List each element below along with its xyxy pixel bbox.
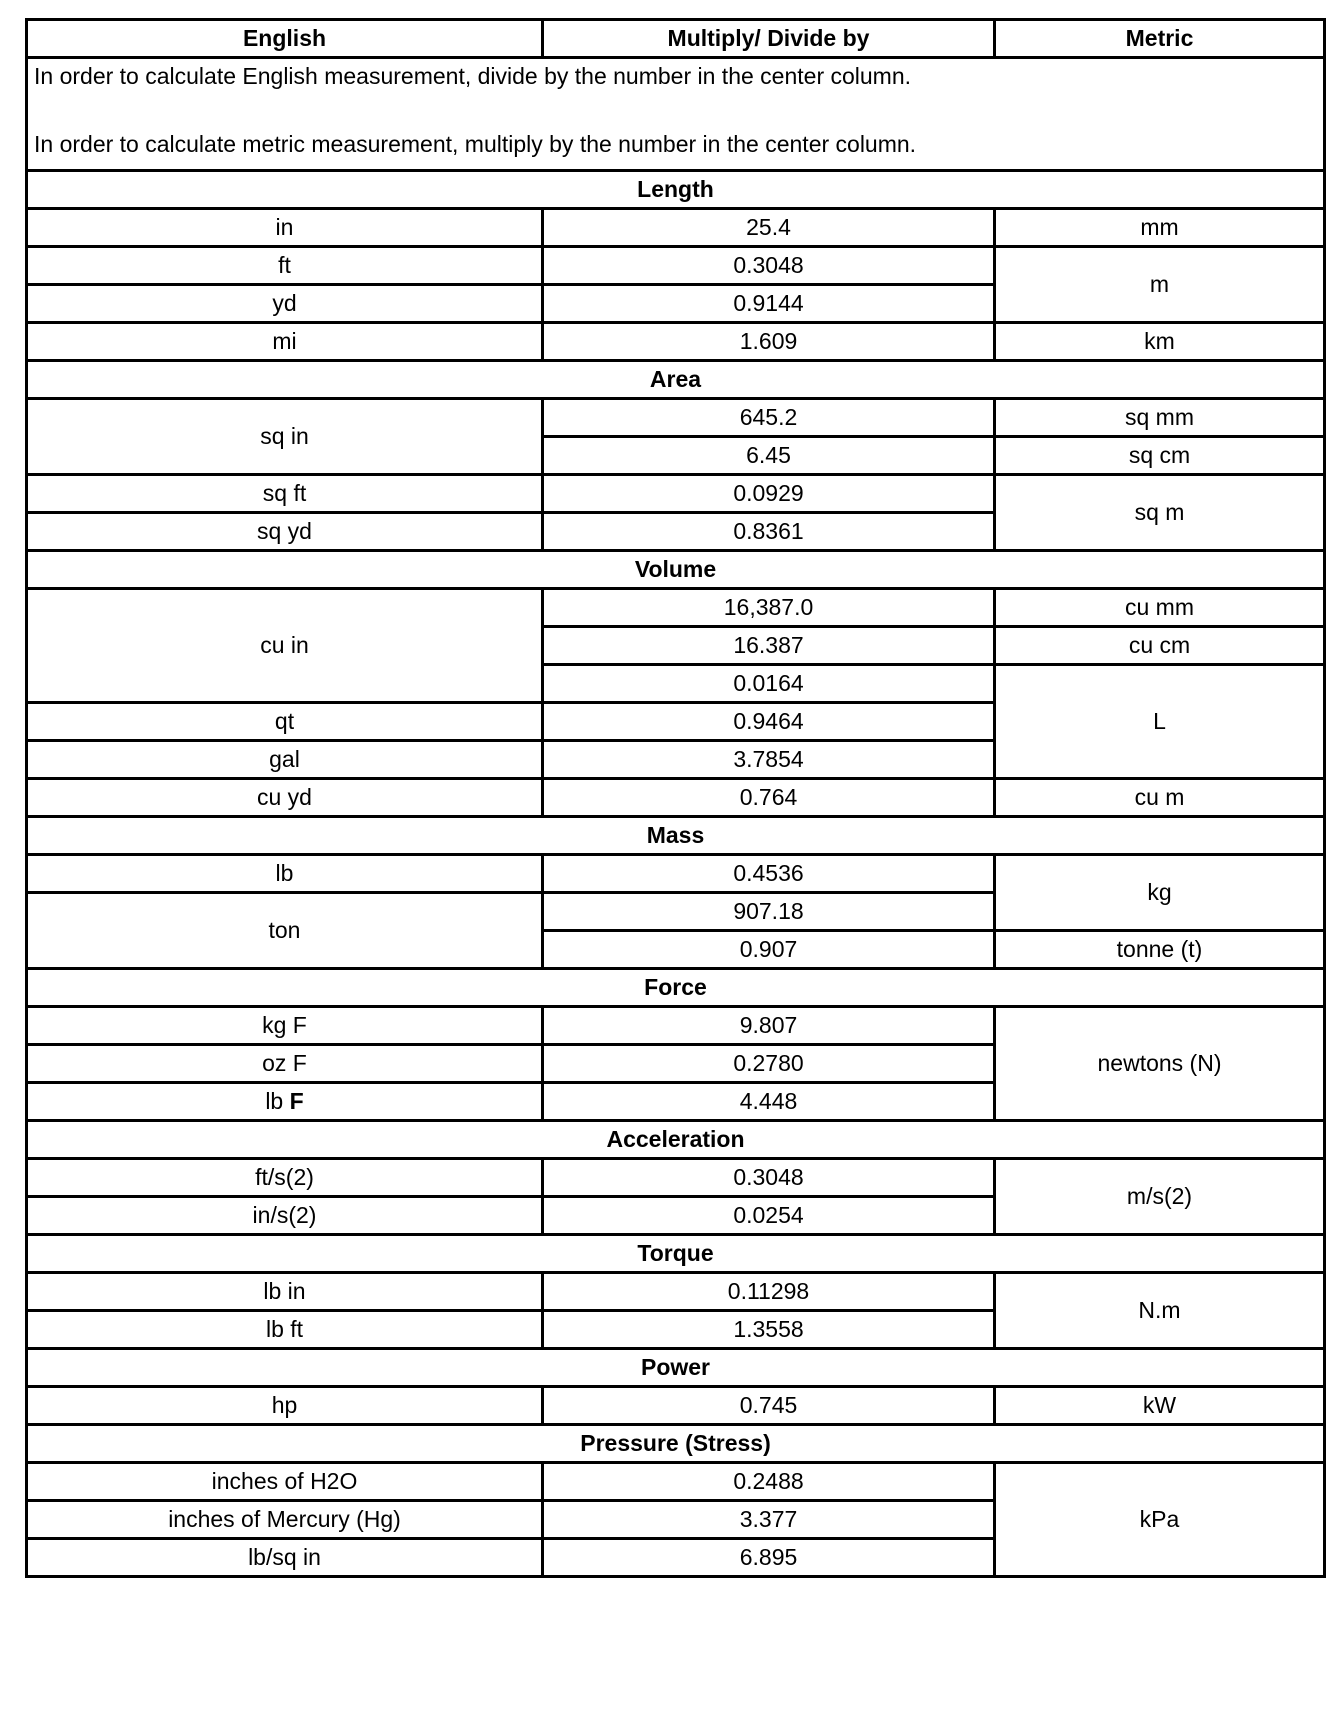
metric-unit: N.m	[995, 1273, 1325, 1349]
conversion-factor: 25.4	[543, 209, 995, 247]
english-unit: oz F	[27, 1045, 543, 1083]
table-row	[27, 1387, 1325, 1425]
header-row	[27, 20, 1325, 58]
english-unit-suffix: F	[289, 1088, 304, 1114]
english-unit	[27, 1083, 543, 1121]
section-header-force	[27, 969, 1325, 1007]
table-row	[27, 1159, 1325, 1197]
english-unit: lb/sq in	[27, 1539, 543, 1577]
conversion-factor: 4.448	[543, 1083, 995, 1121]
table-row	[27, 779, 1325, 817]
section-title: Area	[27, 361, 1325, 399]
conversion-factor: 0.2488	[543, 1463, 995, 1501]
english-unit: in/s(2)	[27, 1197, 543, 1235]
section-title: Length	[27, 171, 1325, 209]
section-header-pressure	[27, 1425, 1325, 1463]
table-row	[27, 1273, 1325, 1311]
metric-unit: kPa	[995, 1463, 1325, 1577]
conversion-factor: 6.895	[543, 1539, 995, 1577]
english-unit: qt	[27, 703, 543, 741]
conversion-factor: 0.0164	[543, 665, 995, 703]
conversion-factor: 9.807	[543, 1007, 995, 1045]
metric-unit: L	[995, 665, 1325, 779]
section-title: Volume	[27, 551, 1325, 589]
conversion-factor: 0.3048	[543, 247, 995, 285]
metric-unit: sq cm	[995, 437, 1325, 475]
table-row	[27, 475, 1325, 513]
english-unit: inches of H2O	[27, 1463, 543, 1501]
metric-unit: mm	[995, 209, 1325, 247]
metric-unit: sq m	[995, 475, 1325, 551]
metric-unit: tonne (t)	[995, 931, 1325, 969]
section-title: Power	[27, 1349, 1325, 1387]
conversion-factor: 0.11298	[543, 1273, 995, 1311]
conversion-factor: 0.745	[543, 1387, 995, 1425]
metric-unit: cu m	[995, 779, 1325, 817]
metric-unit: kg	[995, 855, 1325, 931]
english-unit: ton	[27, 893, 543, 969]
section-header-mass	[27, 817, 1325, 855]
english-unit: ft	[27, 247, 543, 285]
conversion-factor: 907.18	[543, 893, 995, 931]
conversion-factor: 0.907	[543, 931, 995, 969]
english-unit: mi	[27, 323, 543, 361]
english-unit: in	[27, 209, 543, 247]
english-unit: cu in	[27, 589, 543, 703]
english-unit: ft/s(2)	[27, 1159, 543, 1197]
metric-column-header: Metric	[995, 20, 1325, 58]
conversion-factor: 645.2	[543, 399, 995, 437]
conversion-factor: 0.9464	[543, 703, 995, 741]
english-column-header: English	[27, 20, 543, 58]
english-unit: sq yd	[27, 513, 543, 551]
english-unit: sq ft	[27, 475, 543, 513]
metric-unit: km	[995, 323, 1325, 361]
section-title: Pressure (Stress)	[27, 1425, 1325, 1463]
section-header-volume	[27, 551, 1325, 589]
metric-unit: kW	[995, 1387, 1325, 1425]
table-row	[27, 323, 1325, 361]
english-unit: kg F	[27, 1007, 543, 1045]
english-unit: lb	[27, 855, 543, 893]
conversion-factor: 0.764	[543, 779, 995, 817]
factor-column-header: Multiply/ Divide by	[543, 20, 995, 58]
conversion-factor: 0.0254	[543, 1197, 995, 1235]
section-header-area	[27, 361, 1325, 399]
metric-unit: newtons (N)	[995, 1007, 1325, 1121]
conversion-factor: 16.387	[543, 627, 995, 665]
conversion-factor: 6.45	[543, 437, 995, 475]
conversion-factor: 0.8361	[543, 513, 995, 551]
table-row	[27, 1463, 1325, 1501]
section-title: Force	[27, 969, 1325, 1007]
english-unit: cu yd	[27, 779, 543, 817]
instruction-english: In order to calculate English measurement, divide by the number in the center column.	[34, 63, 912, 89]
section-title: Mass	[27, 817, 1325, 855]
section-header-torque	[27, 1235, 1325, 1273]
table-row	[27, 1007, 1325, 1045]
english-unit: lb in	[27, 1273, 543, 1311]
table-row	[27, 589, 1325, 627]
metric-unit: cu cm	[995, 627, 1325, 665]
table-row	[27, 855, 1325, 893]
english-unit: gal	[27, 741, 543, 779]
english-unit: sq in	[27, 399, 543, 475]
conversion-factor: 0.0929	[543, 475, 995, 513]
conversion-table-container	[25, 18, 1326, 1578]
metric-unit: sq mm	[995, 399, 1325, 437]
english-unit: lb ft	[27, 1311, 543, 1349]
section-header-acceleration	[27, 1121, 1325, 1159]
section-header-power	[27, 1349, 1325, 1387]
conversion-factor: 0.3048	[543, 1159, 995, 1197]
instructions-row	[27, 58, 1325, 171]
section-title: Torque	[27, 1235, 1325, 1273]
section-header-length	[27, 171, 1325, 209]
conversion-table	[25, 18, 1326, 1578]
instructions-cell	[27, 58, 1325, 171]
metric-unit: m/s(2)	[995, 1159, 1325, 1235]
conversion-factor: 0.4536	[543, 855, 995, 893]
conversion-factor: 1.3558	[543, 1311, 995, 1349]
conversion-factor: 3.377	[543, 1501, 995, 1539]
conversion-factor: 1.609	[543, 323, 995, 361]
instruction-metric: In order to calculate metric measurement, multiply by the number in the center column.	[34, 131, 917, 157]
metric-unit: cu mm	[995, 589, 1325, 627]
metric-unit: m	[995, 247, 1325, 323]
conversion-factor: 0.2780	[543, 1045, 995, 1083]
english-unit: yd	[27, 285, 543, 323]
english-unit-prefix: lb	[265, 1088, 290, 1114]
table-row	[27, 399, 1325, 437]
section-title: Acceleration	[27, 1121, 1325, 1159]
english-unit: hp	[27, 1387, 543, 1425]
conversion-factor: 0.9144	[543, 285, 995, 323]
conversion-factor: 3.7854	[543, 741, 995, 779]
table-row	[27, 247, 1325, 285]
table-row	[27, 209, 1325, 247]
conversion-factor: 16,387.0	[543, 589, 995, 627]
english-unit: inches of Mercury (Hg)	[27, 1501, 543, 1539]
